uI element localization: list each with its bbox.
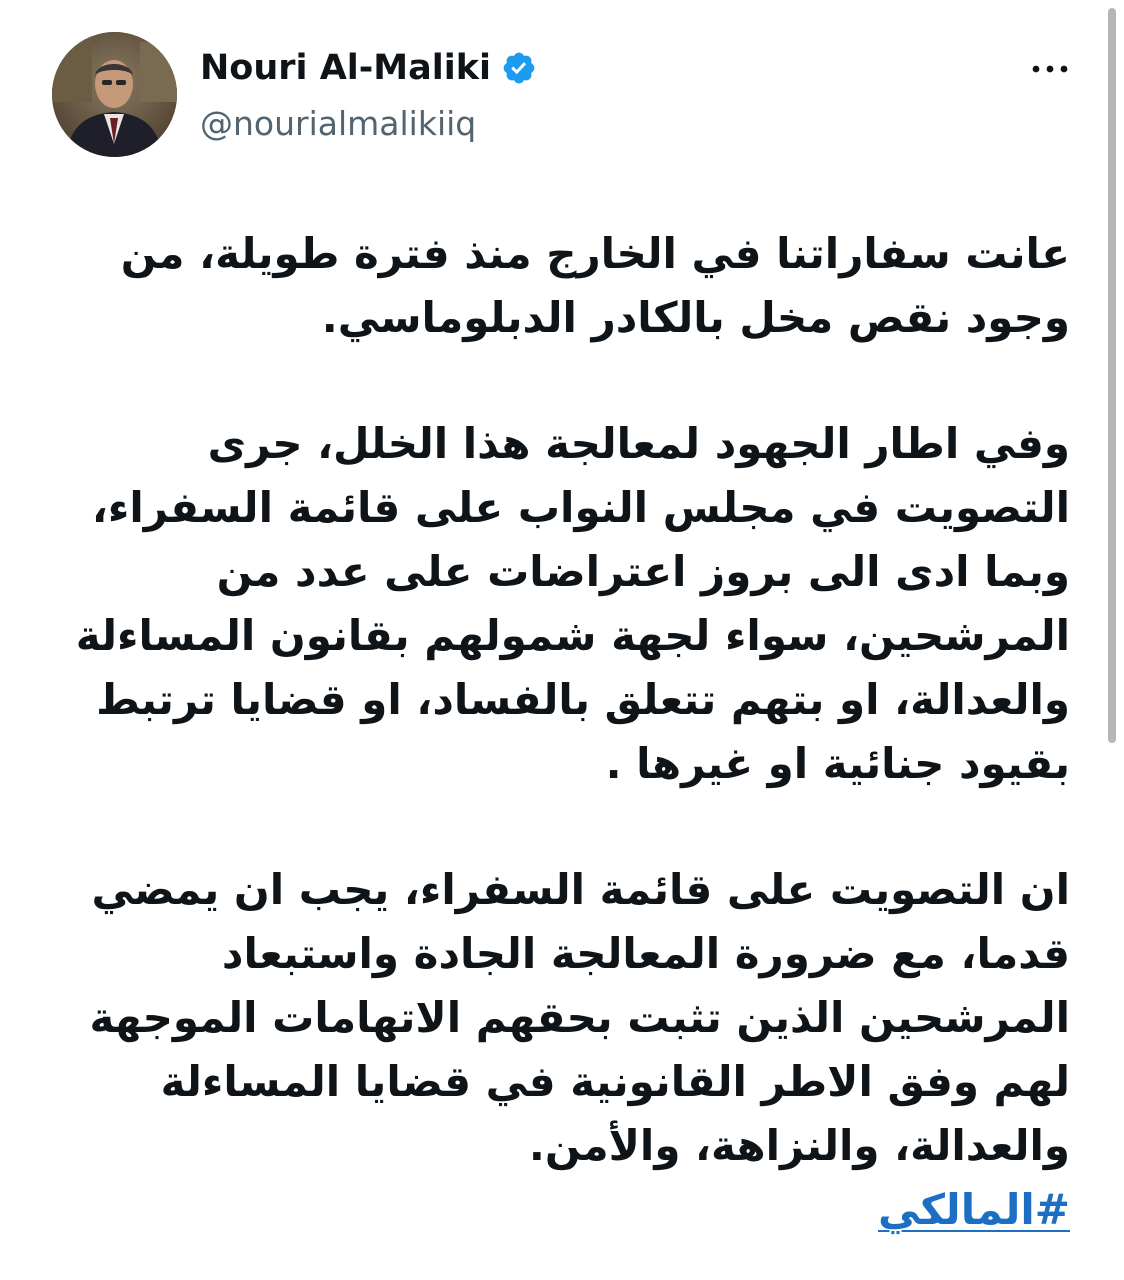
tweet-line: وفي اطار الجهود لمعالجة هذا الخلل، جرى xyxy=(207,419,1070,468)
tweet-line: والعدالة، والنزاهة، والأمن. xyxy=(528,1121,1070,1170)
tweet-line: قدما، مع ضرورة المعالجة الجادة واستبعاد xyxy=(221,929,1070,978)
tweet-line: وجود نقص مخل بالكادر الدبلوماسي. xyxy=(321,293,1070,342)
tweet-line: عانت سفاراتنا في الخارج منذ فترة طويلة، من xyxy=(120,229,1070,278)
tweet-line: والعدالة، او بتهم تتعلق بالفساد، او قضايا ترتبط xyxy=(96,675,1070,724)
tweet-line: وبما ادى الى بروز اعتراضات على عدد من xyxy=(216,547,1070,596)
tweet-line: المرشحين، سواء لجهة شمولهم بقانون المساءلة xyxy=(75,611,1070,660)
verified-badge-icon[interactable] xyxy=(501,50,537,86)
author-avatar[interactable] xyxy=(52,32,177,157)
tweet-line: بقيود جنائية او غيرها . xyxy=(605,739,1070,788)
author-name-text: Nouri Al-Maliki xyxy=(200,48,492,88)
author-handle[interactable]: @nourialmalikiiq xyxy=(200,104,477,143)
tweet-line: لهم وفق الاطر القانونية في قضايا المساءلة xyxy=(160,1057,1070,1106)
tweet-line: التصويت في مجلس النواب على قائمة السفراء، xyxy=(91,483,1070,532)
hashtag-line xyxy=(30,1178,1070,1242)
hashtag-link[interactable]: #المالكي xyxy=(878,1185,1070,1234)
tweet-text xyxy=(30,222,1070,1242)
scrollbar[interactable] xyxy=(1108,8,1116,743)
author-display-name[interactable] xyxy=(200,46,537,90)
tweet-line: المرشحين الذين تثبت بحقهم الاتهامات الموجهة xyxy=(89,993,1070,1042)
tweet-line: ان التصويت على قائمة السفراء، يجب ان يمضي xyxy=(91,865,1070,914)
more-options-icon[interactable] xyxy=(1028,58,1072,80)
profile-photo-icon xyxy=(52,32,177,157)
